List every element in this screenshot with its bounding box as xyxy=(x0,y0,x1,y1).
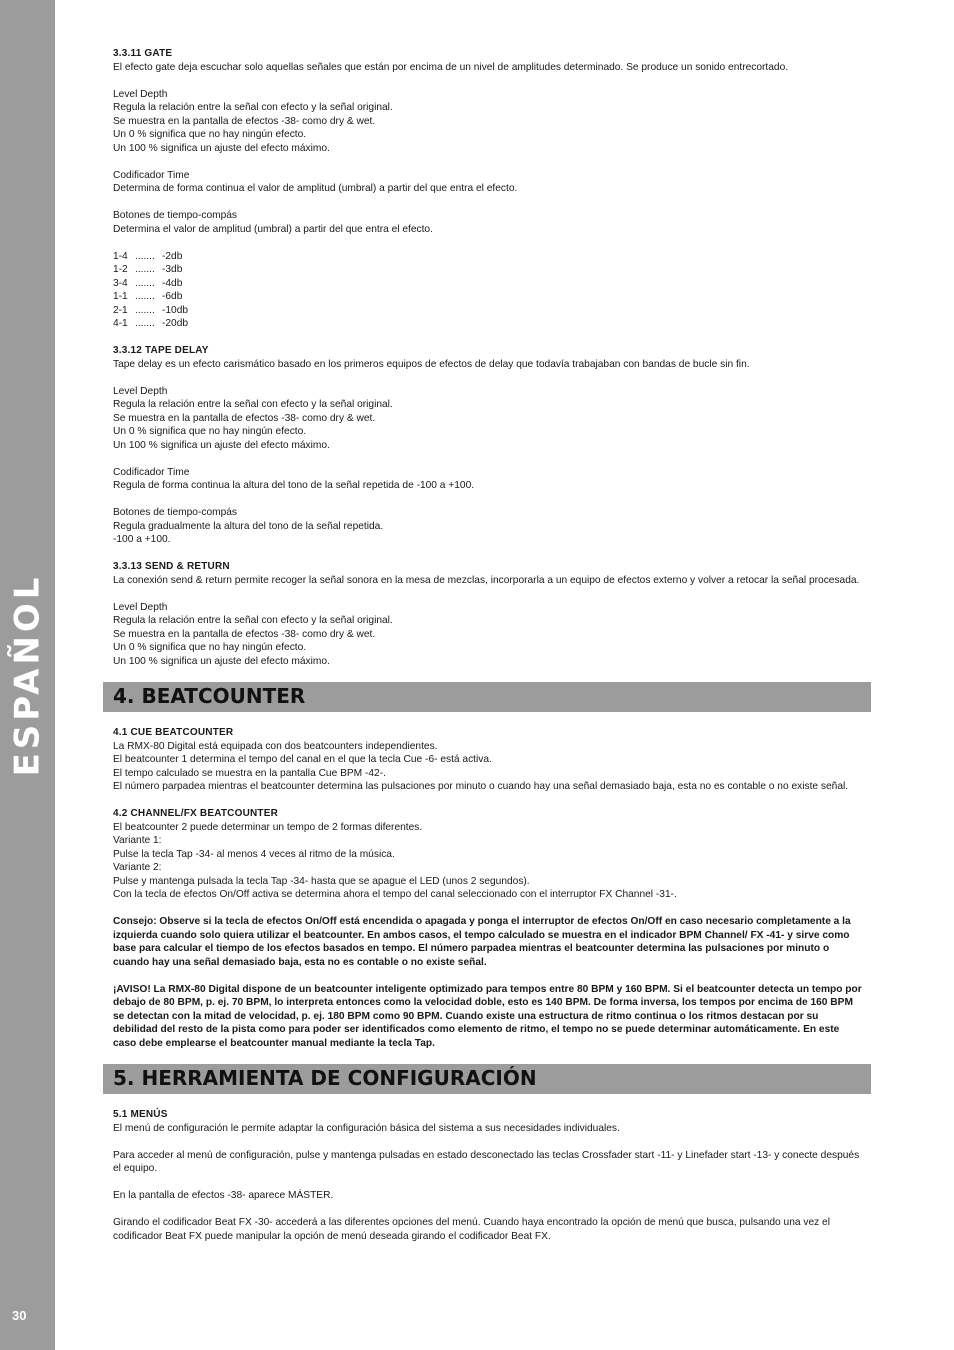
page-content xyxy=(113,47,865,1257)
config-section-title: 5. HERRAMIENTA DE CONFIGURACIÓN xyxy=(113,1066,537,1091)
dots: ....... xyxy=(135,291,155,302)
ratio: 1-1 xyxy=(113,291,128,302)
text-line: El menú de configuración le permite adaptar la configuración básica del sistema a sus necesidades individuales. xyxy=(113,1122,620,1134)
send-return-heading: 3.3.13 SEND & RETURN xyxy=(113,561,230,572)
text-line: Regula de forma continua la altura del tono de la señal repetida de -100 a +100. xyxy=(113,480,475,491)
table-row xyxy=(113,277,865,291)
dots: ....... xyxy=(135,304,155,316)
text-line: El beatcounter 2 puede determinar un tempo de 2 formas diferentes. xyxy=(113,821,423,833)
text-line: Variante 2: xyxy=(113,862,162,873)
sidebar xyxy=(0,0,55,1350)
value: -10db xyxy=(162,304,189,316)
tape-delay-section xyxy=(113,344,865,371)
menus-heading: 5.1 MENÚS xyxy=(113,1109,168,1120)
rotate-paragraph: Girando el codificador Beat FX -30- accederá a las diferentes opciones del menú. Cuando haya encontrado la opción de menú que busca, pulsando una vez el codificador Beat FX puede manipular la opción de menú deseada girando el codificador Beat FX. xyxy=(113,1217,830,1242)
cue-beatcounter-heading: 4.1 CUE BEATCOUNTER xyxy=(113,727,234,738)
gate-heading: 3.3.11 GATE xyxy=(113,48,173,59)
channel-fx-beatcounter xyxy=(113,807,865,902)
value: -20db xyxy=(162,318,189,329)
gate-time xyxy=(113,169,865,196)
value: -2db xyxy=(162,250,183,262)
tape-delay-intro: Tape delay es un efecto carismático basado en los primeros equipos de efectos de delay que todavía trabajaban con bandas de bucle sin fin. xyxy=(113,358,750,370)
config-section-header xyxy=(103,1064,871,1094)
tape-delay-time xyxy=(113,466,865,493)
level-depth-title: Level Depth xyxy=(113,385,168,397)
value: -6db xyxy=(162,291,183,302)
time-title: Codificador Time xyxy=(113,169,190,181)
level-depth-title: Level Depth xyxy=(113,88,168,100)
gate-intro: El efecto gate deja escuchar solo aquellas señales que están por encima de un nivel de amplitudes determinado. Se produce un sonido entrecortado. xyxy=(113,61,789,73)
gate-threshold-table xyxy=(113,250,865,331)
send-return-section xyxy=(113,560,865,587)
text-line: Regula gradualmente la altura del tono de la señal repetida. xyxy=(113,520,384,532)
tape-delay-heading: 3.3.12 TAPE DELAY xyxy=(113,345,209,356)
text-line: Se muestra en la pantalla de efectos -38- como dry & wet. xyxy=(113,628,376,640)
text-line: Un 100 % significa un ajuste del efecto máximo. xyxy=(113,655,330,667)
text-line: Un 0 % significa que no hay ningún efecto. xyxy=(113,642,307,653)
text-line: Determina el valor de amplitud (umbral) a partir del que entra el efecto. xyxy=(113,223,433,235)
ratio: 1-2 xyxy=(113,264,128,275)
channel-fx-heading: 4.2 CHANNEL/FX BEATCOUNTER xyxy=(113,808,279,819)
ratio: 2-1 xyxy=(113,304,128,316)
value: -3db xyxy=(162,264,183,275)
table-row xyxy=(113,317,865,331)
table-row xyxy=(113,263,865,277)
warning-paragraph: ¡AVISO! La RMX-80 Digital dispone de un beatcounter inteligente optimizado para tempos entre 80 BPM y 160 BPM. Si el beatcounter detecta un tempo por debajo de 80 BPM, p. ej. 70 BPM, lo interpreta entonces como la velocidad doble, esto es 140 BPM. De forma inversa, los tempos por encima de 160 BPM se detectan con la mitad de velocidad, p. ej. 180 BPM como 90 BPM. Cuando existe una estructura de ritmo continua o los ritmos destacan por su debilidad del resto de la pista como para poder ser identificados como elemento de ritmo, el tempo no se puede determinar automáticamente. En este caso debe emplearse el beatcounter manual mediante la tecla Tap. xyxy=(113,983,862,1049)
tape-delay-buttons xyxy=(113,506,865,547)
dots: ....... xyxy=(135,264,155,275)
text-line: Un 0 % significa que no hay ningún efecto. xyxy=(113,426,307,437)
display-paragraph: En la pantalla de efectos -38- aparece MÁSTER. xyxy=(113,1190,334,1201)
text-line: Regula la relación entre la señal con efecto y la señal original. xyxy=(113,615,393,626)
ratio: 1-4 xyxy=(113,250,128,262)
ratio: 4-1 xyxy=(113,318,128,329)
buttons-title: Botones de tiempo-compás xyxy=(113,507,238,518)
table-row xyxy=(113,290,865,304)
text-line: -100 a +100. xyxy=(113,534,171,545)
ratio: 3-4 xyxy=(113,277,128,289)
page-number: 30 xyxy=(12,1308,27,1323)
text-line: El número parpadea mientras el beatcounter determina las pulsaciones por minuto o cuando hay una señal demasiado baja, esta no es contable o no existe señal. xyxy=(113,781,849,792)
access-paragraph: Para acceder al menú de configuración, pulse y mantenga pulsadas en estado desconectado las teclas Crossfader start -11- y Linefader start -13- y conecte después el equipo. xyxy=(113,1149,860,1174)
level-depth-title: Level Depth xyxy=(113,601,168,613)
table-row xyxy=(113,250,865,264)
text-line: Se muestra en la pantalla de efectos -38- como dry & wet. xyxy=(113,115,376,127)
table-row xyxy=(113,304,865,318)
buttons-title: Botones de tiempo-compás xyxy=(113,210,238,221)
menus-section xyxy=(113,1108,865,1135)
cue-beatcounter xyxy=(113,726,865,794)
tip-paragraph: Consejo: Observe si la tecla de efectos On/Off está encendida o apagada y ponga el interruptor de efectos On/Off en caso necesario completamente a la izquierda cuando solo quiera utilizar el beatcounter. En ambos casos, el tempo calculado se muestra en el indicador BPM Channel/ FX -41- y sirve como base para calcular el tiempo de los efectos basados en tempo. El número parpadea mientras el beatcounter determina las pulsaciones por minuto o cuando hay una señal demasiado baja, esta no es contable o no existe señal. xyxy=(113,916,851,968)
dots: ....... xyxy=(135,250,155,262)
text-line: El tempo calculado se muestra en la pantalla Cue BPM -42-. xyxy=(113,767,386,779)
text-line: Un 0 % significa que no hay ningún efecto. xyxy=(113,129,307,140)
gate-level-depth xyxy=(113,88,865,156)
language-label-text: ESPAÑOL xyxy=(7,573,48,777)
beatcounter-section-title: 4. BEATCOUNTER xyxy=(113,684,306,709)
time-title: Codificador Time xyxy=(113,466,190,478)
language-label xyxy=(7,573,48,777)
text-line: Regula la relación entre la señal con efecto y la señal original. xyxy=(113,102,393,113)
gate-buttons xyxy=(113,209,865,236)
text-line: Pulse y mantenga pulsada la tecla Tap -34- hasta que se apague el LED (unos 2 segundos). xyxy=(113,875,530,887)
value: -4db xyxy=(162,277,183,289)
gate-section xyxy=(113,47,865,74)
send-return-intro: La conexión send & return permite recoger la señal sonora en la mesa de mezclas, incorporarla a un equipo de efectos externo y volver a retocar la señal procesada. xyxy=(113,574,860,586)
text-line: Pulse la tecla Tap -34- al menos 4 veces al ritmo de la música. xyxy=(113,848,395,860)
text-line: Se muestra en la pantalla de efectos -38- como dry & wet. xyxy=(113,412,376,424)
text-line: Variante 1: xyxy=(113,835,162,846)
text-line: Determina de forma continua el valor de amplitud (umbral) a partir del que entra el efecto. xyxy=(113,183,518,194)
text-line: La RMX-80 Digital está equipada con dos beatcounters independientes. xyxy=(113,740,438,752)
text-line: El beatcounter 1 determina el tempo del canal en el que la tecla Cue -6- está activa. xyxy=(113,754,492,765)
dots: ....... xyxy=(135,318,155,329)
send-return-level-depth xyxy=(113,601,865,669)
beatcounter-section-header xyxy=(103,682,871,712)
tape-delay-level-depth xyxy=(113,385,865,453)
dots: ....... xyxy=(135,277,155,289)
text-line: Regula la relación entre la señal con efecto y la señal original. xyxy=(113,399,393,410)
text-line: Un 100 % significa un ajuste del efecto máximo. xyxy=(113,142,330,154)
text-line: Un 100 % significa un ajuste del efecto máximo. xyxy=(113,439,330,451)
text-line: Con la tecla de efectos On/Off activa se determina ahora el tempo del canal seleccionado con el interruptor FX Channel -31-. xyxy=(113,889,677,900)
